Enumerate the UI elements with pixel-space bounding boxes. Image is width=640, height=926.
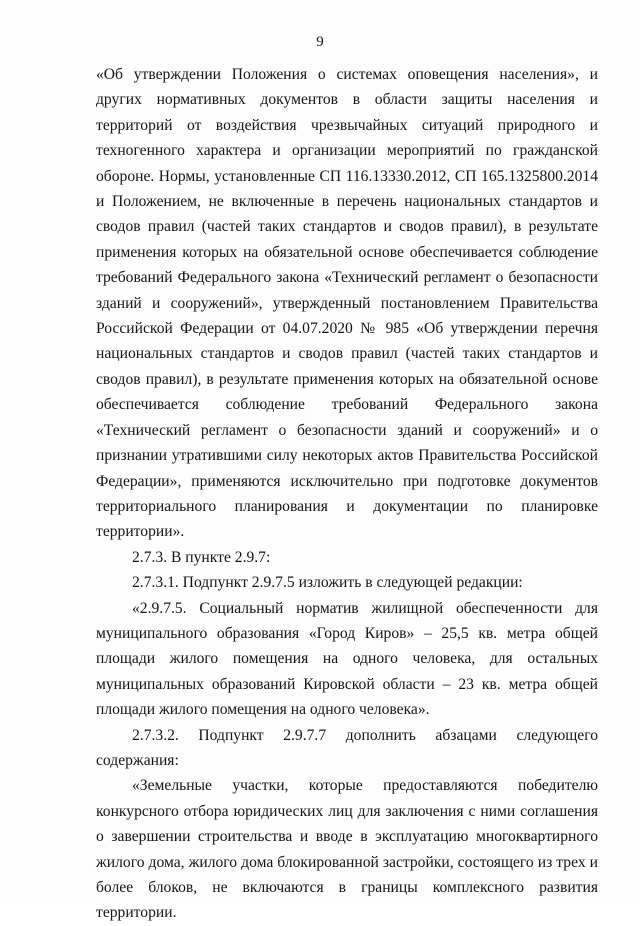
paragraph-clause-2-7-3-2: 2.7.3.2. Подпункт 2.9.7.7 дополнить абзацами следующего содержания: [96,726,598,769]
page-number: 9 [316,34,324,50]
paragraph-land-plots: «Земельные участки, которые предоставляются победителю конкурсного отбора юридических лиц для заключения с ними соглашения о завершении строительства и вводе в эксплуатацию многоквартирного жилого дома, жилого дома блокированной застройки, состоящего из трех и более блоков, не включаются в границы комплексного развития территории. [96,777,598,922]
paragraph-clause-2-7-3-1: 2.7.3.1. Подпункт 2.9.7.5 изложить в следующей редакции: [132,574,523,592]
paragraph-clause-2-7-3: 2.7.3. В пункте 2.9.7: [132,548,271,566]
paragraph-regulations-continuation: «Об утверждении Положения о системах оповещения населения», и других нормативных документов в области защиты населения и территорий от воздействия чрезвычайных ситуаций природного и техногенного характера и организации мероприятий по гражданской обороне. Нормы, установленные СП 116.13330.2012, СП 165.1325800.2014 и Положением, не включенные в перечень национальных стандартов и сводов правил (частей таких стандартов и сводов правил), в результате применения которых на обязательной основе обеспечивается соблюдение требований Федерального закона «Технический регламент о безопасности зданий и сооружений», утвержденный постановлением Правительства Российской Федерации от 04.07.2020 № 985 «Об утверждении перечня национальных стандартов и сводов правил (частей таких стандартов и сводов правил), в результате применения которых на обязательной основе обеспечивается соблюдение требований Федерального закона «Технический регламент о безопасности зданий и сооружений» и о признании утратившими силу некоторых актов Правительства Российской Федерации», применяются исключительно при подготовке документов территориального планирования и документации по планировке территории». [96,66,598,541]
paragraph-clause-2-9-7-5: «2.9.7.5. Социальный норматив жилищной обеспеченности для муниципального образования «Город Киров» – 25,5 кв. метра общей площади жилого помещения на одного человека, для остальных муниципальных образований Кировской области – 23 кв. метра общей площади жилого помещения на одного человека». [96,599,598,719]
document-body [96,62,598,926]
